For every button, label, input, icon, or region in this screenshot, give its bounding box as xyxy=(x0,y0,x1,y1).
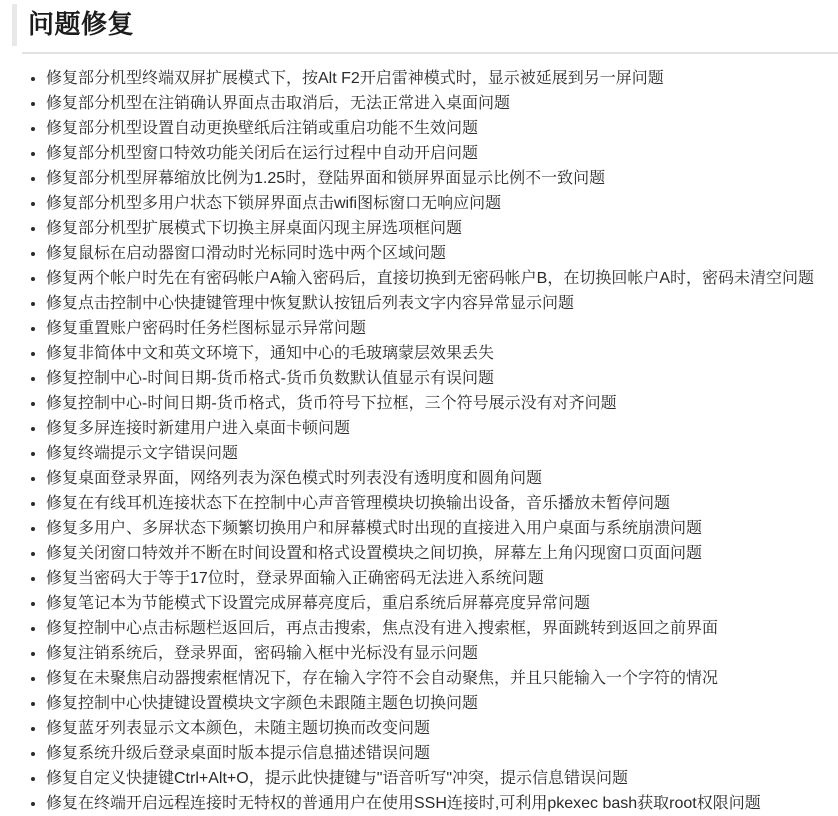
fix-list-item: • 修复在未聚焦启动器搜索框情况下，存在输入字符不会自动聚焦，并且只能输入一个字符的情况 xyxy=(46,666,828,691)
fix-list-item: • 修复部分机型设置自动更换壁纸后注销或重启功能不生效问题 xyxy=(46,116,828,141)
fix-list-item: • 修复部分机型多用户状态下锁屏界面点击wifi图标窗口无响应问题 xyxy=(46,191,828,216)
fix-list-item: • 修复在终端开启远程连接时无特权的普通用户在使用SSH连接时,可利用pkexec bash获取root权限问题 xyxy=(46,791,828,816)
fix-list-item: • 修复部分机型扩展模式下切换主屏桌面闪现主屏选项框问题 xyxy=(46,216,828,241)
fix-list-item: • 修复系统升级后登录桌面时版本提示信息描述错误问题 xyxy=(46,741,828,766)
fix-list-item: • 修复当密码大于等于17位时，登录界面输入正确密码无法进入系统问题 xyxy=(46,566,828,591)
fix-list-item: • 修复桌面登录界面，网络列表为深色模式时列表没有透明度和圆角问题 xyxy=(46,466,828,491)
fix-list-item: • 修复点击控制中心快捷键管理中恢复默认按钮后列表文字内容异常显示问题 xyxy=(46,291,828,316)
fix-list-item: • 修复两个帐户时先在有密码帐户A输入密码后，直接切换到无密码帐户B，在切换回帐户A时，密码未清空问题 xyxy=(46,266,828,291)
fix-list-item: • 修复部分机型终端双屏扩展模式下，按Alt F2开启雷神模式时，显示被延展到另一屏问题 xyxy=(46,66,828,91)
page-title: 问题修复 xyxy=(28,9,135,39)
title-divider xyxy=(22,52,838,54)
fix-list-item: • 修复控制中心-时间日期-货币格式，货币符号下拉框，三个符号展示没有对齐问题 xyxy=(46,391,828,416)
fix-list-item: • 修复笔记本为节能模式下设置完成屏幕亮度后，重启系统后屏幕亮度异常问题 xyxy=(46,591,828,616)
heading-accent-bar xyxy=(12,4,17,46)
fix-list-item: • 修复鼠标在启动器窗口滑动时光标同时选中两个区域问题 xyxy=(46,241,828,266)
fix-list-item: • 修复控制中心-时间日期-货币格式-货币负数默认值显示有误问题 xyxy=(46,366,828,391)
fix-list-item: • 修复多用户、多屏状态下频繁切换用户和屏幕模式时出现的直接进入用户桌面与系统崩溃问题 xyxy=(46,516,828,541)
fix-list-item: • 修复多屏连接时新建用户进入桌面卡顿问题 xyxy=(46,416,828,441)
fix-list-item: • 修复部分机型屏幕缩放比例为1.25时，登陆界面和锁屏界面显示比例不一致问题 xyxy=(46,166,828,191)
fix-list-item: • 修复部分机型在注销确认界面点击取消后，无法正常进入桌面问题 xyxy=(46,91,828,116)
fix-list-item: • 修复注销系统后，登录界面，密码输入框中光标没有显示问题 xyxy=(46,641,828,666)
fix-list xyxy=(0,66,838,816)
fix-list-item: • 修复终端提示文字错误问题 xyxy=(46,441,828,466)
fix-list-item: • 修复控制中心快捷键设置模块文字颜色未跟随主题色切换问题 xyxy=(46,691,828,716)
section-heading xyxy=(0,0,838,40)
fix-list-item: • 修复部分机型窗口特效功能关闭后在运行过程中自动开启问题 xyxy=(46,141,828,166)
fix-list-item: • 修复自定义快捷键Ctrl+Alt+O，提示此快捷键与"语音听写"冲突，提示信息错误问题 xyxy=(46,766,828,791)
fix-list-item: • 修复重置账户密码时任务栏图标显示异常问题 xyxy=(46,316,828,341)
fix-list-item: • 修复蓝牙列表显示文本颜色，未随主题切换而改变问题 xyxy=(46,716,828,741)
fix-list-item: • 修复非简体中文和英文环境下，通知中心的毛玻璃蒙层效果丢失 xyxy=(46,341,828,366)
fix-list-item: • 修复在有线耳机连接状态下在控制中心声音管理模块切换输出设备，音乐播放未暂停问题 xyxy=(46,491,828,516)
fix-list-item: • 修复关闭窗口特效并不断在时间设置和格式设置模块之间切换，屏幕左上角闪现窗口页面问题 xyxy=(46,541,828,566)
fix-list-item: • 修复控制中心点击标题栏返回后，再点击搜索，焦点没有进入搜索框，界面跳转到返回之前界面 xyxy=(46,616,828,641)
